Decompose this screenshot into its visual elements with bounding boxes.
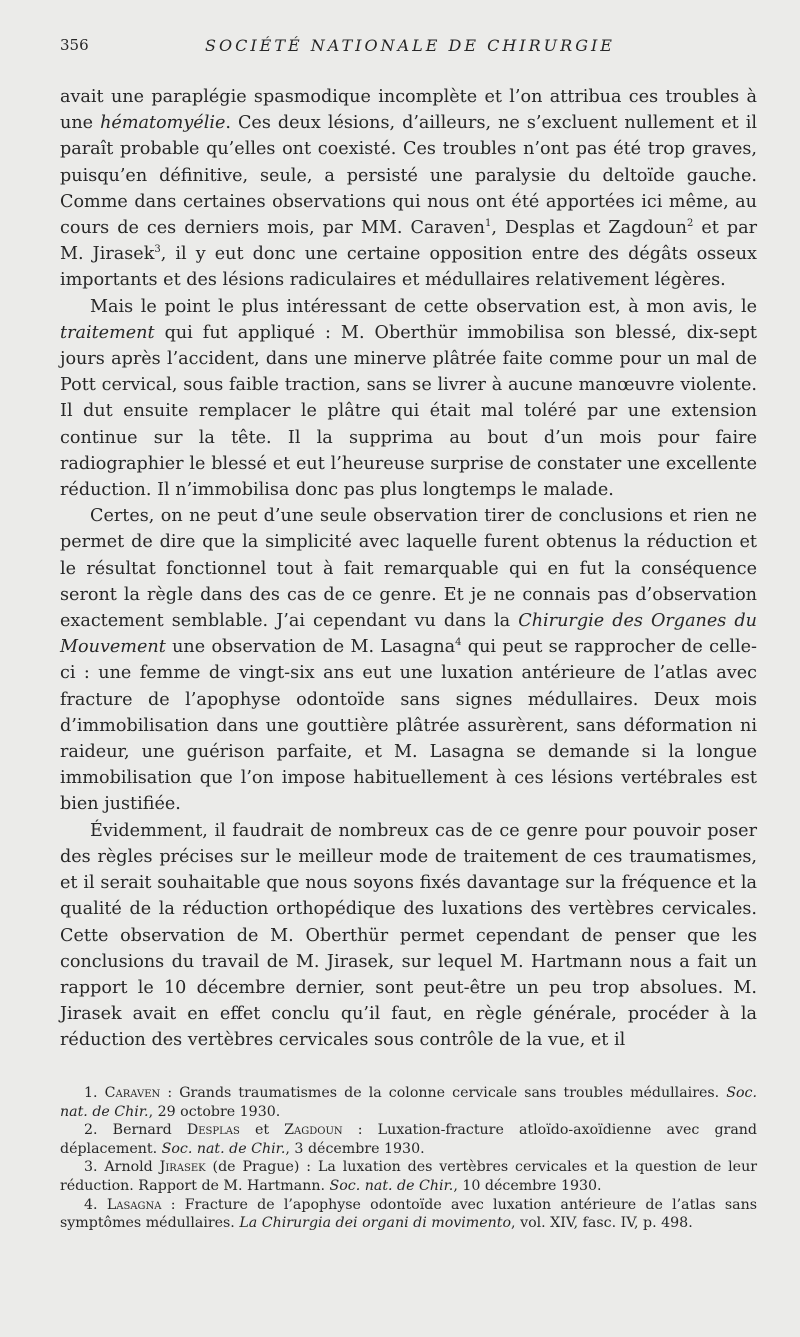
paragraph xyxy=(60,84,757,294)
footnote-ref: 3 xyxy=(154,244,161,256)
footnote xyxy=(60,1196,757,1233)
text-run: qui peut se rapprocher de celle-ci : une femme de vingt-six ans eut une luxation antérieure de l’atlas avec fracture de l’apophyse odontoïde sans signes médullaires. Deux mois d’immobilisation dans une gouttière plâtrée assurèrent, sans déformation ni raideur, une guérison parfaite, et M. Lasagna se demande si la longue immobilisation que l’on impose habituellement à ces lésions vertébrales est bien justifiée. xyxy=(60,637,757,815)
author-name: Caraven xyxy=(104,1085,161,1101)
text-run: , 29 octobre 1930. xyxy=(148,1103,281,1120)
italic-text: La Chirurgia dei organi di movimento xyxy=(239,1215,512,1232)
author-name: Jirasek xyxy=(159,1159,206,1176)
italic-text: hématomyélie xyxy=(100,113,226,134)
text-run: , Desplas et Zagdoun xyxy=(491,218,687,239)
italic-text: Soc. nat. de Chir. xyxy=(329,1177,454,1194)
text-run: Mais le point le plus intéressant de cette observation est, à mon avis, le xyxy=(90,296,757,317)
body-text xyxy=(60,84,757,1054)
author-name: Desplas xyxy=(186,1122,240,1139)
text-run: qui fut appliqué : M. Oberthür immobilisa son blessé, dix-sept jours après l’accident, dans une minerve plâtrée faite comme pour un mal de Pott cervical, sous faible traction, sans se livrer à aucune manœuvre violente. Il dut ensuite remplacer le plâtre qui était mal toléré par une extension continue sur la tête. Il la supprima au bout d’un mois pour faire radiographier le blessé et eut l’heureuse surprise de constater une excellente réduction. Il n’immobilisa donc pas plus longtemps le malade. xyxy=(60,322,757,501)
text-run: , 3 décembre 1930. xyxy=(285,1140,425,1157)
text-run: : Luxation-fracture atloïdo-axoïdienne avec grand déplacement. xyxy=(60,1122,757,1157)
text-run: . Ces deux lésions, d’ailleurs, ne s’excluent nullement et il paraît probable qu’elles ont coexisté. Ces troubles n’ont pas été trop graves, puisqu’en définitive, seule, a persisté une paralysie du deltoïde gauche. Comme dans certaines observations qui nous ont été apportées ici même, au cours de ces derniers mois, par MM. Caraven xyxy=(60,113,757,239)
text-run: 3. Arnold xyxy=(84,1159,160,1176)
text-run: et xyxy=(239,1122,285,1139)
text-run: : Fracture de l’apophyse odontoïde avec luxation antérieure de l’atlas sans symptômes médullaires. xyxy=(60,1196,758,1232)
text-run: une observation de M. Lasagna xyxy=(165,637,456,658)
footnote-ref: 1 xyxy=(485,218,492,230)
italic-text: traitement xyxy=(60,322,155,343)
footnote-ref: 2 xyxy=(686,218,694,230)
paragraph xyxy=(60,818,757,1054)
page-header xyxy=(60,36,760,62)
footnotes xyxy=(60,1084,757,1233)
footnote xyxy=(60,1084,757,1121)
text-run: Évidemment, il faudrait de nombreux cas de ce genre pour pouvoir poser des règles précises sur le meilleur mode de traitement de ces traumatismes, et il serait souhaitable que nous soyons fixés davantage sur la fréquence et la qualité de la réduction orthopédique des luxations des vertèbres cervicales. Cette observation de M. Oberthür permet cependant de penser que les conclusions du travail de M. Jirasek, sur lequel M. Hartmann nous a fait un rapport le 10 décembre dernier, sont peut-être un peu trop absolues. M. Jirasek avait en effet conclu qu’il faut, en règle générale, procéder à la réduction des vertèbres cervicales sous contrôle de la vue, et il xyxy=(60,820,757,1051)
footnote-ref: 4 xyxy=(455,637,462,649)
italic-text: Soc. nat. de Chir. xyxy=(60,1085,757,1120)
text-run: 4. xyxy=(84,1196,107,1213)
italic-text: Soc. nat. de Chir. xyxy=(161,1140,286,1157)
page-number: 356 xyxy=(60,36,89,54)
running-title: SOCIÉTÉ NATIONALE DE CHIRURGIE xyxy=(205,36,615,55)
footnote xyxy=(60,1121,757,1158)
text-run: : Grands traumatismes de la colonne cervicale sans troubles médullaires. xyxy=(160,1085,727,1101)
text-run: 1. xyxy=(84,1085,105,1101)
italic-text: Chirurgie des Organes du Mouvement xyxy=(60,611,757,658)
author-name: Zagdoun xyxy=(284,1122,343,1139)
text-run: 2. Bernard xyxy=(84,1122,187,1139)
paragraph xyxy=(60,503,757,817)
text-run: , il y eut donc une certaine opposition entre des dégâts osseux importants et des lésions radiculaires et médullaires relativement légères. xyxy=(60,244,757,291)
text-run: (de Prague) : La luxation des vertèbres cervicales et la question de leur réduction. Rapport de M. Hartmann. xyxy=(60,1159,757,1194)
text-run: Certes, on ne peut d’une seule observation tirer de conclusions et rien ne permet de dire que la simplicité avec laquelle furent obtenus la réduction et le résultat fonctionnel tout à fait remarquable qui en fut la conséquence seront la règle dans des cas de ce genre. Et je ne connais pas d’observation exactement semblable. J’ai cependant vu dans la xyxy=(60,506,757,632)
text-run: avait une paraplégie spasmodique incomplète et l’on attribua ces troubles à une xyxy=(60,87,757,134)
text-run: , vol. XIV, fasc. IV, p. 498. xyxy=(511,1215,693,1232)
text-run: et par M. Jirasek xyxy=(60,218,757,265)
paragraph xyxy=(60,294,757,504)
footnote xyxy=(60,1158,757,1195)
author-name: Lasagna xyxy=(106,1196,162,1213)
text-run: , 10 décembre 1930. xyxy=(453,1177,602,1194)
